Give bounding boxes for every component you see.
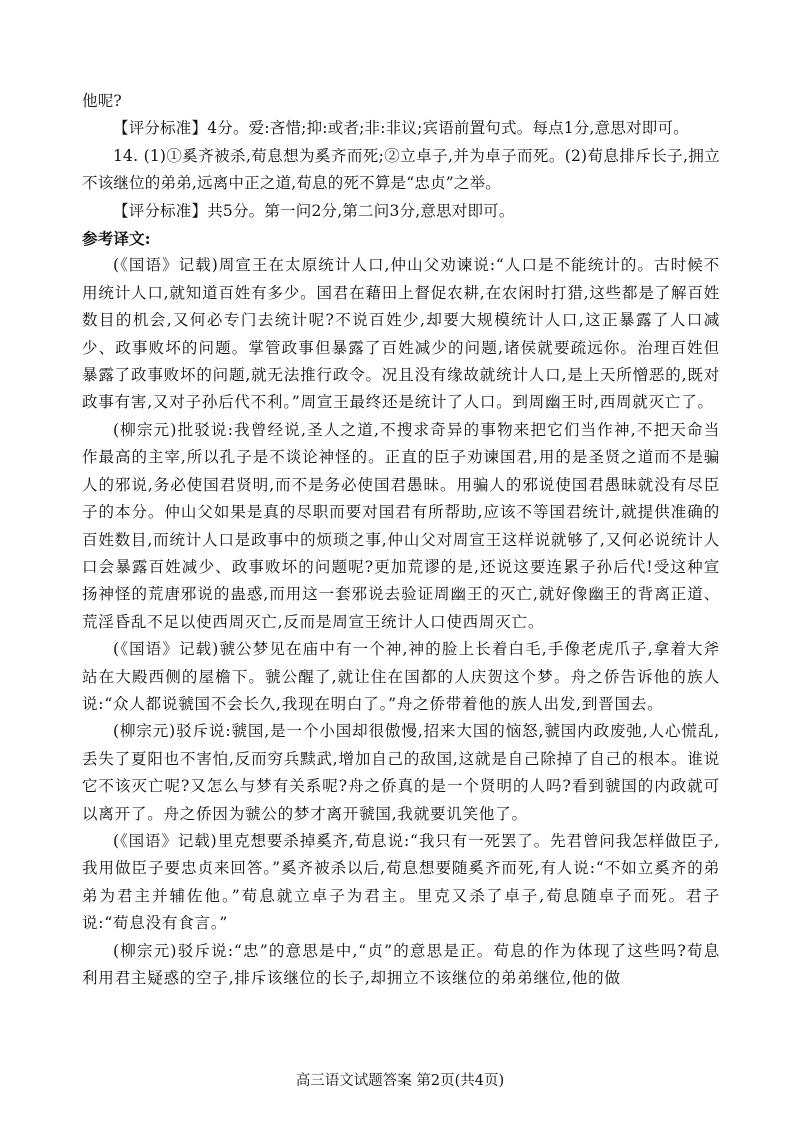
scoring-criteria-13: 【评分标准】4分。爱:吝惜;抑:或者;非:非议;宾语前置句式。每点1分,意思对即可。 [113, 119, 689, 138]
translation-paragraph-3: (《国语》记载)虢公梦见在庙中有一个神,神的脸上长着白毛,手像老虎爪子,拿着大斧站在大殿西侧的屋檐下。虢公醒了,就让住在国都的人庆贺这个梦。舟之侨告诉他的族人说:“众人都说虢国不会长久,我现在明白了。”舟之侨带着他的族人出发,到晋国去。 [82, 640, 720, 713]
translation-paragraph-5: (《国语》记载)里克想要杀掉奚齐,荀息说:“我只有一死罢了。先君曾问我怎样做臣子,我用做臣子要忠贞来回答。”奚齐被杀以后,荀息想要随奚齐而死,有人说:“不如立奚齐的弟弟为君主并辅佐他。”荀息就立卓子为君主。里克又杀了卓子,荀息随卓子而死。君子说:“荀息没有食言。” [82, 831, 720, 933]
translation-paragraph-2: (柳宗元)批驳说:我曾经说,圣人之道,不搜求奇异的事物来把它们当作神,不把天命当作最高的主宰,所以孔子是不谈论神怪的。正直的臣子劝谏国君,用的是圣贤之道而不是骗人的邪说,务必使国君贤明,而不是务必使国君愚昧。用骗人的邪说使国君愚昧就没有尽臣子的本分。仲山父如果是真的尽职而要对国君有所帮助,应该不等国君统计,就提供准确的百姓数目,而统计人口是政事中的烦琐之事,仲山父对周宣王这样说就够了,又何必说统计人口会暴露百姓减少、政事败坏的问题呢?更加荒谬的是,还说这要连累子孙后代!受这种宣扬神怪的荒唐邪说的蛊惑,而用这一套邪说去验证周幽王的灭亡,就好像幽王的背离正道、荒淫昏乱不足以使西周灭亡,反而是周宣王统计人口使西周灭亡。 [82, 420, 720, 631]
translation-paragraph-1: (《国语》记载)周宣王在太原统计人口,仲山父劝谏说:“人口是不能统计的。古时候不用统计人口,就知道百姓有多少。国君在藉田上督促农耕,在农闲时打猎,这些都是了解百姓数目的机会,又何必专门去统计呢?不说百姓少,却要大规模统计人口,这正暴露了人口减少、政事败坏的问题。掌管政事但暴露了百姓减少的问题,诸侯就要疏远你。治理百姓但暴露了政事败坏的问题,就无法推行政令。况且没有缘故就统计人口,是上天所憎恶的,既对政事有害,又对子孙后代不利。”周宣王最终还是统计了人口。到周幽王时,西周就灭亡了。 [82, 256, 720, 412]
page-footer: 高三语文试题答案 第2页(共4页) [295, 1073, 505, 1089]
translation-heading: 参考译文: [82, 229, 151, 249]
translation-paragraph-4: (柳宗元)驳斥说:虢国,是一个小国却很傲慢,招来大国的恼怒,虢国内政废弛,人心慌乱,丢失了夏阳也不害怕,反而穷兵黩武,增加自己的敌国,这就是自己除掉了自己的根本。谁说它不该灭亡呢?又怎么与梦有关系呢?舟之侨真的是一个贤明的人吗?看到虢国的内政就可以离开了。舟之侨因为虢公的梦才离开虢国,我就要讥笑他了。 [82, 722, 720, 823]
answer-14: 14. (1)①奚齐被杀,荀息想为奚齐而死;②立卓子,并为卓子而死。(2)荀息排斥长子,拥立不该继位的弟弟,远离中正之道,荀息的死不算是“忠贞”之举。 [82, 146, 720, 193]
answer-content [82, 88, 720, 992]
continued-line: 他呢? [82, 92, 122, 110]
translation-paragraph-6: (柳宗元)驳斥说:“忠”的意思是中,“贞”的意思是正。荀息的作为体现了这些吗?荀息利用君主疑惑的空子,排斥该继位的长子,却拥立不该继位的弟弟继位,他的做 [82, 941, 720, 987]
scoring-criteria-14: 【评分标准】共5分。第一问2分,第二问3分,意思对即可。 [113, 201, 515, 220]
